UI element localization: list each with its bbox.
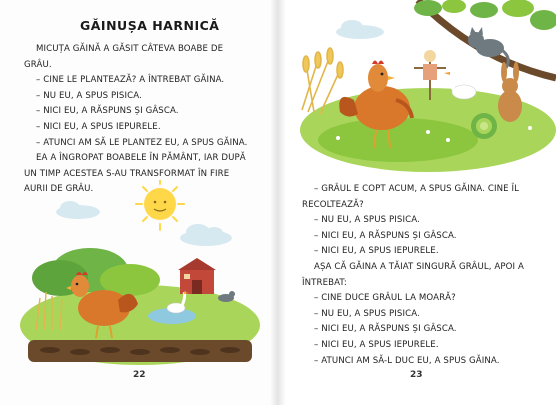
story-line: – NU EU, A SPUS PISICA. xyxy=(36,90,142,101)
story-line: – CINE DUCE GRÂUL LA MOARĂ? xyxy=(314,293,456,304)
barn-icon xyxy=(178,258,216,294)
story-line: ÎNTREBAT: xyxy=(302,277,347,288)
cloud-icon xyxy=(56,201,232,246)
page-number: 22 xyxy=(133,370,146,380)
cabbage-icon xyxy=(471,113,497,139)
story-line: – ATUNCI AM SĂ LE PLANTEZ EU, A SPUS GĂINA. xyxy=(36,137,248,148)
story-line: – CINE LE PLANTEAZĂ? A ÎNTREBAT GĂINA. xyxy=(36,75,225,86)
left-page-text xyxy=(24,42,247,198)
story-line: – NU EU, A SPUS PISICA. xyxy=(314,308,420,319)
story-line: – NICI EU, A SPUS IEPURELE. xyxy=(314,246,439,257)
story-line: EA A ÎNGROPAT BOABELE ÎN PĂMÂNT, IAR DUPĂ xyxy=(36,153,246,164)
story-line: GRÂU. xyxy=(24,59,52,70)
right-page-text xyxy=(302,182,524,369)
sun-icon xyxy=(136,180,184,230)
cat-icon xyxy=(218,291,235,302)
story-line: RECOLTEAZĂ? xyxy=(302,199,364,210)
right-page xyxy=(278,0,556,405)
story-line: – NICI EU, A RĂSPUNS ȘI GÂSCA. xyxy=(314,324,457,335)
story-line: – ATUNCI AM SĂ-L DUC EU, A SPUS GĂINA. xyxy=(314,355,500,366)
story-line: AȘA CĂ GĂINA A TĂIAT SINGURĂ GRÂUL, APOI A xyxy=(314,261,524,272)
cloud-icon xyxy=(336,20,384,39)
story-line: UN TIMP ACESTEA S-AU TRANSFORMAT ÎN FIRE xyxy=(24,168,230,179)
left-illustration xyxy=(0,180,278,380)
right-illustration xyxy=(278,0,556,175)
story-line: MICUȚA GĂINĂ A GĂSIT CÂTEVA BOABE DE xyxy=(36,44,224,54)
page-number: 23 xyxy=(410,370,423,380)
rabbit-icon xyxy=(498,62,522,122)
story-line: – NICI EU, A SPUS IEPURELE. xyxy=(314,339,439,350)
story-line: – NICI EU, A SPUS IEPURELE. xyxy=(36,121,161,132)
story-line: – GRÂUL E COPT ACUM, A SPUS GĂINA. CINE ÎL xyxy=(314,184,520,194)
story-line: AURII DE GRÂU. xyxy=(24,184,94,195)
story-line: – NU EU, A SPUS PISICA. xyxy=(314,215,420,226)
page-title: GĂINUȘA HARNICĂ xyxy=(80,18,220,33)
story-line: – NICI EU, A RĂSPUNS ȘI GÂSCA. xyxy=(36,106,179,117)
story-line: – NICI EU, A RĂSPUNS ȘI GÂSCA. xyxy=(314,230,457,241)
book-gutter xyxy=(270,0,286,405)
